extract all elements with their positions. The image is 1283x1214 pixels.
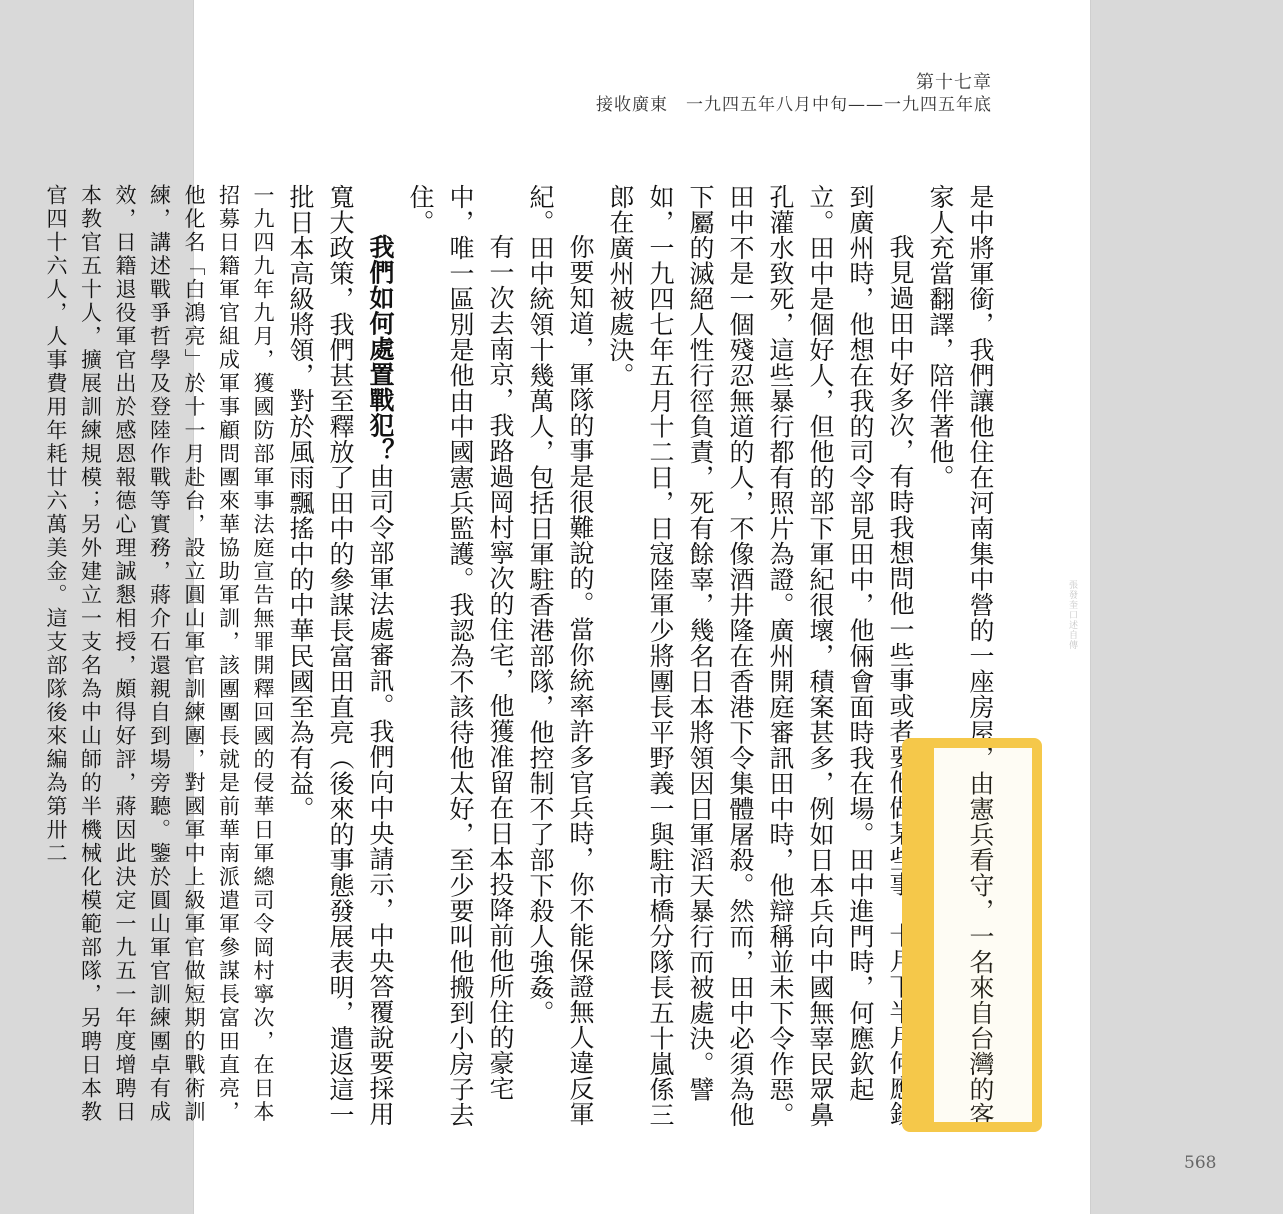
chapter-title: 接收廣東 一九四五年八月中旬——一九四五年底 — [596, 95, 992, 115]
chapter-number: 第十七章 — [916, 72, 992, 93]
paragraph-3: 你要知道，軍隊的事是很難說的。當你統率許多官兵時，你不能保證無人違反軍紀。田中統領十幾萬人，包括日軍駐香港部隊，他控制不了部下殺人強姦。 — [526, 184, 595, 1127]
bold-question: 我們如何處置戰犯？ — [366, 234, 395, 464]
body-text — [39, 184, 1001, 1144]
paragraph-note: 一九四九年九月，獲國防部軍事法庭宣告無罪開釋回國的侵華日軍總司令岡村寧次，在日本招募日籍軍官組成軍事顧問團來華協助軍訓，該團團長就是前華南派遣軍參謀長富田直亮，他化名「白鴻亮」於十一月赴台，設立圓山軍官訓練團，對國軍中上級軍官做短期的戰術訓練，講述戰爭哲學及登陸作戰等實務，蔣介石還親自到場旁聽。鑒於圓山軍官訓練團卓有成效，日籍退役軍官出於感恩報德心理誠懇相授，頗得好評，蔣因此決定一九五一年度增聘日本教官五十人，擴展訓練規模；另外建立一支名為中山師的半機械化模範部隊，另聘日本教官四十六人，人事費用年耗廿六萬美金。這支部隊後來編為第卅二 — [44, 184, 275, 1124]
paragraph-5-text: 由司令部軍法處審訊。我們向中央請示，中央答覆說要採用寬大政策，我們甚至釋放了田中的參謀長富田直亮（後來的事態發展表明，遣返這一批日本高級將領，對於風雨飄搖中的中華民國至為有益。 — [286, 184, 395, 1128]
side-note: 張發奎口述自傳 — [1067, 580, 1077, 650]
paragraph-5 — [280, 184, 400, 1144]
paragraph-1: 是中將軍銜，我們讓他住在河南集中營的一座房屋，由憲兵看守，一名來自台灣的客家人充當翻譯，陪伴著他。 — [926, 184, 995, 1128]
page-number: 568 — [1184, 1153, 1217, 1173]
book-page — [44, 0, 1217, 1214]
paragraph-2: 我見過田中好多次，有時我想問他一些事或者要他做某些事。十月下半月何應欽到廣州時，他想在我的司令部見田中，他倆會面時我在場。田中進門時，何應欽起立。田中是個好人，但他的部下軍紀很壞，積案甚多，例如日本兵向中國無辜民眾鼻孔灌水致死，這些暴行都有照片為證。廣州開庭審訊田中時，他辯稱並未下令作惡。田中不是一個殘忍無道的人，不像酒井隆在香港下令集體屠殺。然而，田中必須為他下屬的滅絕人性行徑負責，死有餘辜，幾名日本將領因日軍滔天暴行而被處決。譬如，一九四七年五月十二日，日寇陸軍少將團長平野義一與駐市橋分隊長五十嵐係三郎在廣州被處決。 — [606, 184, 915, 1128]
paragraph-4: 有一次去南京，我路過岡村寧次的住宅，他獲准留在日本投降前他所住的豪宅中，唯一區別是他由中國憲兵監護。我認為不該待他太好，至少要叫他搬到小房子去住。 — [406, 184, 515, 1128]
